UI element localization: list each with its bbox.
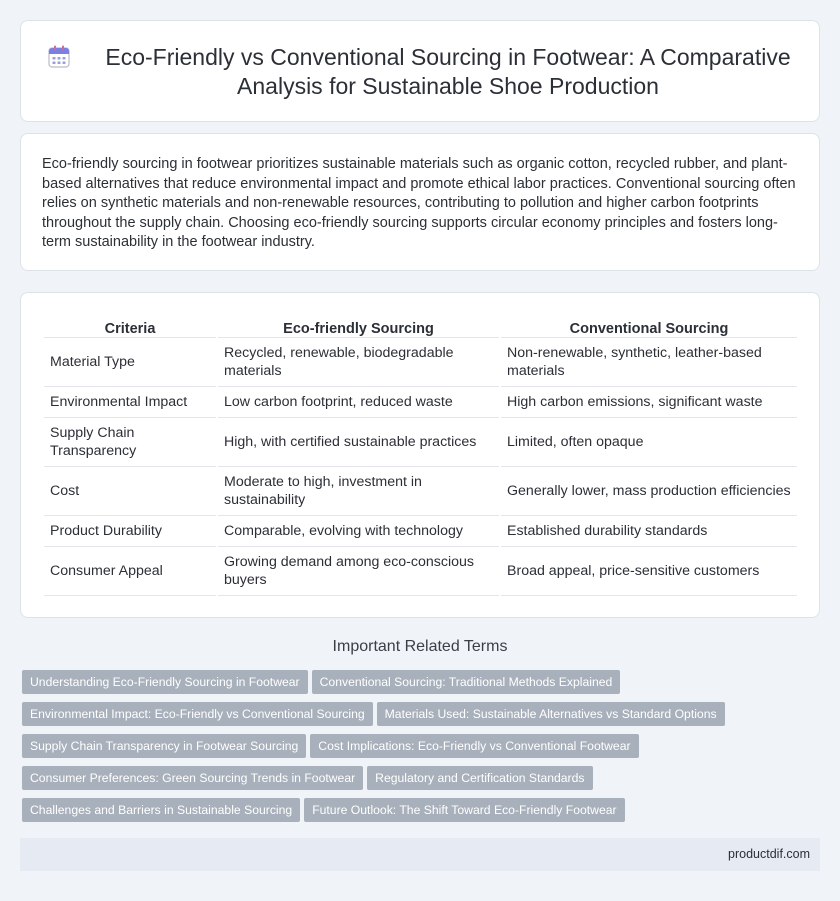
table-cell: Product Durability (44, 516, 216, 547)
table-row (44, 338, 797, 387)
table-cell: Growing demand among eco-conscious buyers (218, 547, 499, 596)
footer (20, 838, 820, 871)
related-term-tag[interactable]: Future Outlook: The Shift Toward Eco-Friendly Footwear (304, 798, 624, 822)
table-cell: High carbon emissions, significant waste (501, 387, 797, 418)
table-cell: Low carbon footprint, reduced waste (218, 387, 499, 418)
table-header-row (44, 316, 797, 338)
calendar-icon (48, 45, 70, 69)
table-cell: Established durability standards (501, 516, 797, 547)
title-card (20, 20, 820, 122)
table-cell: Comparable, evolving with technology (218, 516, 499, 547)
table-cell: Supply Chain Transparency (44, 418, 216, 467)
related-term-tag[interactable]: Conventional Sourcing: Traditional Methods Explained (312, 670, 621, 694)
table-cell: Consumer Appeal (44, 547, 216, 596)
page-title: Eco-Friendly vs Conventional Sourcing in Footwear: A Comparative Analysis for Sustainable Shoe Production (105, 44, 791, 99)
comparison-table-card (20, 292, 820, 618)
header-criteria: Criteria (44, 316, 216, 338)
header-conventional: Conventional Sourcing (501, 316, 797, 338)
comparison-table (42, 316, 799, 596)
table-cell: High, with certified sustainable practices (218, 418, 499, 467)
table-cell: Material Type (44, 338, 216, 387)
table-cell: Cost (44, 467, 216, 516)
table-row (44, 516, 797, 547)
related-term-tag[interactable]: Regulatory and Certification Standards (367, 766, 592, 790)
table-cell: Limited, often opaque (501, 418, 797, 467)
table-cell: Environmental Impact (44, 387, 216, 418)
related-term-tag[interactable]: Understanding Eco-Friendly Sourcing in Footwear (22, 670, 308, 694)
table-row (44, 418, 797, 467)
table-cell: Broad appeal, price-sensitive customers (501, 547, 797, 596)
related-term-tag[interactable]: Consumer Preferences: Green Sourcing Trends in Footwear (22, 766, 363, 790)
table-row (44, 547, 797, 596)
related-term-tag[interactable]: Cost Implications: Eco-Friendly vs Conventional Footwear (310, 734, 638, 758)
related-term-tag[interactable]: Supply Chain Transparency in Footwear Sourcing (22, 734, 306, 758)
related-term-tag[interactable]: Materials Used: Sustainable Alternatives vs Standard Options (377, 702, 725, 726)
related-terms-list (22, 670, 822, 830)
related-term-tag[interactable]: Challenges and Barriers in Sustainable Sourcing (22, 798, 300, 822)
table-cell: Non-renewable, synthetic, leather-based materials (501, 338, 797, 387)
table-cell: Moderate to high, investment in sustainability (218, 467, 499, 516)
table-row (44, 467, 797, 516)
footer-site-link[interactable]: productdif.com (728, 847, 810, 861)
related-term-tag[interactable]: Environmental Impact: Eco-Friendly vs Conventional Sourcing (22, 702, 373, 726)
header-eco-friendly: Eco-friendly Sourcing (218, 316, 499, 338)
table-row (44, 387, 797, 418)
table-cell: Recycled, renewable, biodegradable materials (218, 338, 499, 387)
intro-card (20, 133, 820, 271)
table-cell: Generally lower, mass production efficiencies (501, 467, 797, 516)
intro-paragraph: Eco-friendly sourcing in footwear prioritizes sustainable materials such as organic cotton, recycled rubber, and plant-based alternatives that reduce environmental impact and promote ethical labor practices. Conventional sourcing often relies on synthetic materials and non-renewable resources, contributing to pollution and higher carbon footprints throughout the supply chain. Choosing eco-friendly sourcing supports circular economy principles and fosters long-term sustainability in the footwear industry. (42, 156, 796, 251)
related-terms-heading: Important Related Terms (332, 638, 508, 655)
